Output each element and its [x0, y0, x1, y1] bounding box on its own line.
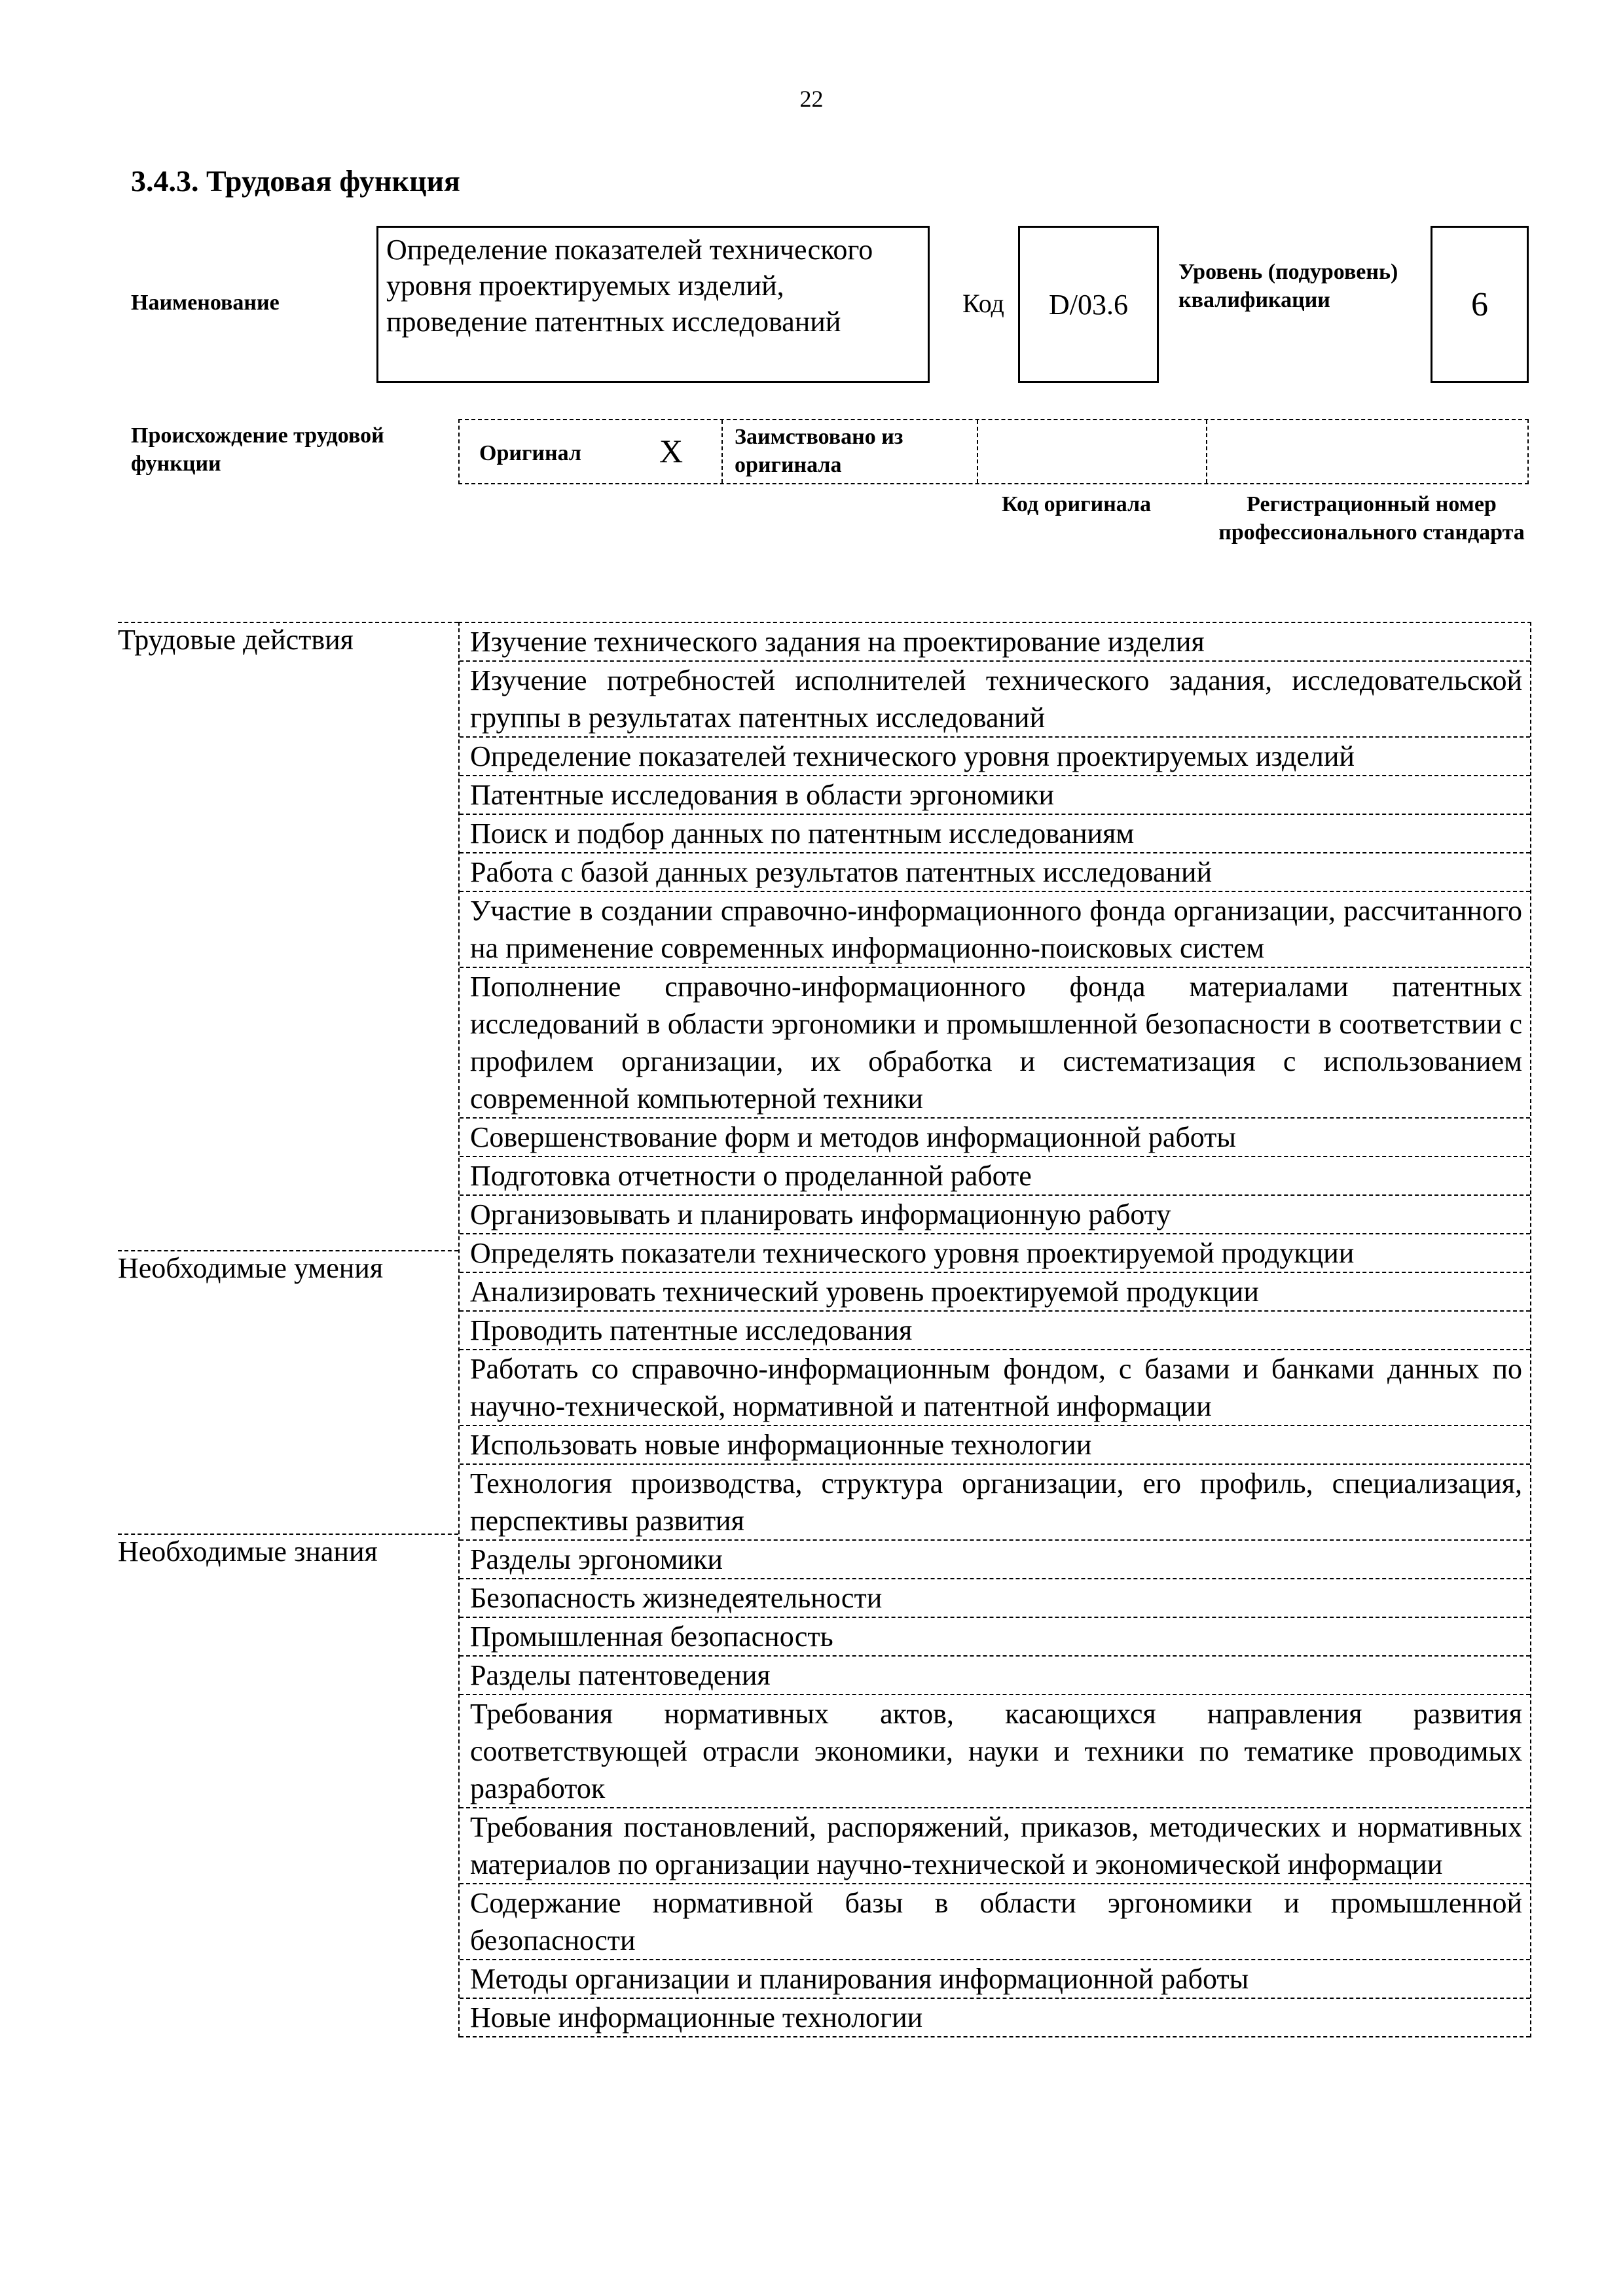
table-rows [458, 622, 1531, 2037]
borrowed-label: Заимствовано из оригинала [735, 425, 903, 477]
reg-number-caption: Регистрационный номер профессионального стандарта [1218, 492, 1525, 545]
original-label: Оригинал [479, 441, 581, 465]
list-item: Методы организации и планирования информационной работы [460, 1960, 1530, 1999]
list-item: Технология производства, структура организации, его профиль, специализация, перспективы развития [460, 1465, 1530, 1541]
code-label: Код [962, 289, 1004, 318]
list-item: Поиск и подбор данных по патентным исследованиям [460, 815, 1530, 853]
list-item: Изучение технического задания на проектирование изделия [460, 623, 1530, 662]
list-item: Использовать новые информационные технологии [460, 1426, 1530, 1465]
list-item: Работать со справочно-информационным фондом, с базами и банками данных по научно-технической, нормативной и патентной информации [460, 1350, 1530, 1426]
list-item: Работа с базой данных результатов патентных исследований [460, 853, 1530, 892]
list-item: Промышленная безопасность [460, 1618, 1530, 1657]
list-item: Анализировать технический уровень проектируемой продукции [460, 1273, 1530, 1312]
name-label: Наименование [131, 291, 280, 315]
list-item: Определение показателей технического уровня проектируемых изделий [460, 738, 1530, 776]
list-item: Совершенствование форм и методов информационной работы [460, 1119, 1530, 1157]
list-item: Проводить патентные исследования [460, 1312, 1530, 1350]
level-box [1431, 226, 1529, 383]
code-original-caption: Код оригинала [1002, 492, 1152, 516]
section-title-skills: Необходимые умения [118, 1252, 384, 1284]
level-label: Уровень (подуровень) квалификации [1178, 260, 1398, 312]
code-box [1018, 226, 1159, 383]
list-item: Требования постановлений, распоряжений, приказов, методических и нормативных материалов по организации научно-технической и экономической информации [460, 1808, 1530, 1884]
origin-label: Происхождение трудовой функции [131, 423, 384, 476]
list-item: Участие в создании справочно-информационного фонда организации, рассчитанного на применение современных информационно-поисковых систем [460, 892, 1530, 968]
list-item: Разделы патентоведения [460, 1657, 1530, 1695]
list-item: Требования нормативных актов, касающихся направления развития соответствующей отрасли экономики, науки и техники по тематике проводимых разработок [460, 1695, 1530, 1808]
original-mark: X [659, 433, 684, 469]
origin-table [458, 419, 1529, 484]
list-item: Новые информационные технологии [460, 1999, 1530, 2037]
section-title-actions: Трудовые действия [118, 624, 354, 656]
list-item: Подготовка отчетности о проделанной работе [460, 1157, 1530, 1196]
list-item: Разделы эргономики [460, 1541, 1530, 1579]
list-item: Безопасность жизнедеятельности [460, 1579, 1530, 1618]
list-item: Пополнение справочно-информационного фонда материалами патентных исследований в области эргономики и промышленной безопасности в соответствии с профилем организации, их обработка и систематизация с использованием современной компьютерной техники [460, 968, 1530, 1119]
level-value: 6 [1471, 285, 1488, 323]
section-title: 3.4.3. Трудовая функция [131, 164, 460, 198]
list-item: Патентные исследования в области эргономики [460, 776, 1530, 815]
code-value: D/03.6 [1049, 288, 1128, 321]
function-table [118, 622, 1529, 2114]
list-item: Содержание нормативной базы в области эргономики и промышленной безопасности [460, 1884, 1530, 1960]
page-number: 22 [799, 86, 824, 112]
function-name-box: Определение показателей технического уровня проектируемых изделий, проведение патентных исследований [376, 226, 930, 383]
list-item: Организовывать и планировать информационную работу [460, 1196, 1530, 1234]
list-item: Изучение потребностей исполнителей технического задания, исследовательской группы в результатах патентных исследований [460, 662, 1530, 738]
section-title-knowledge: Необходимые знания [118, 1535, 378, 1568]
list-item: Определять показатели технического уровня проектируемой продукции [460, 1234, 1530, 1273]
